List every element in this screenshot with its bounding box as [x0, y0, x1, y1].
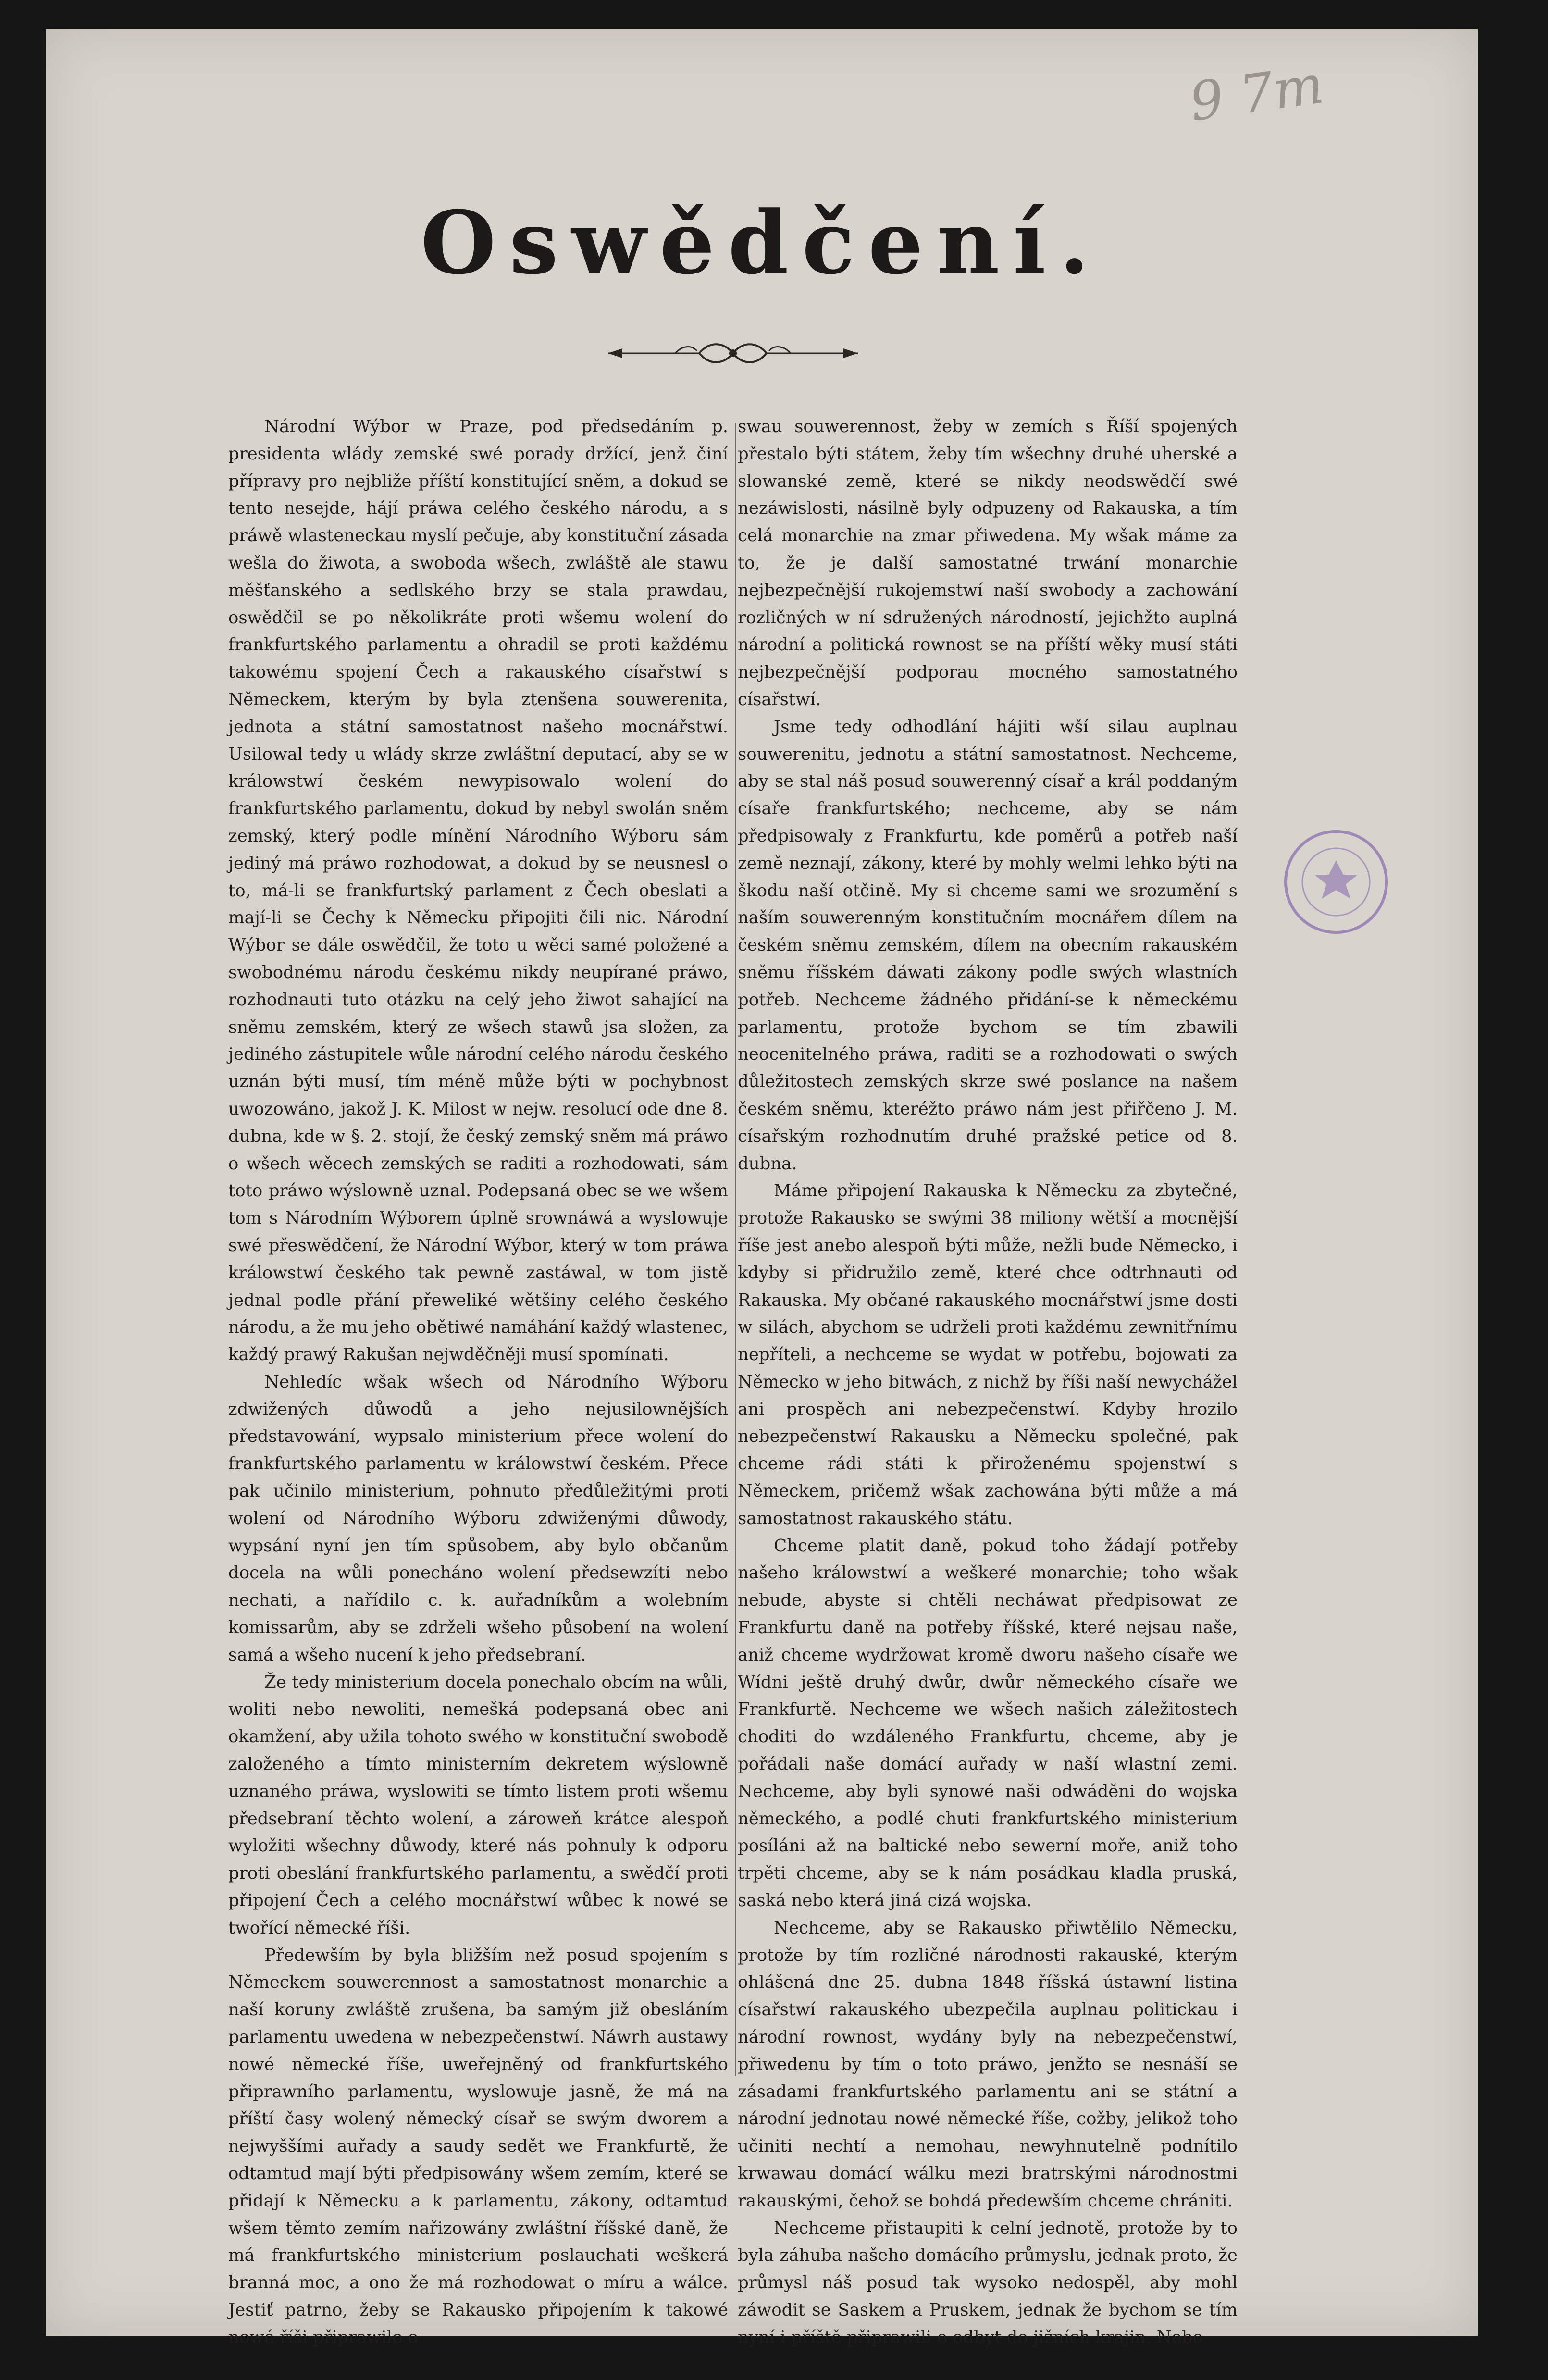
- paragraph: Jsme tedy odhodlání hájiti wší silau auplnau souwerenitu, jednotu a státní samostatnost. Nechceme, aby se stal náš posud souwerenný císař a král poddaným císaře frankfurtského; nechceme, aby se nám předpisowaly z Frankfurtu, kde poměrů a potřeb naší země neznají, zákony, které by mohly welmi lehko býti na škodu naší otčině. My si chceme sami we srozumění s naším souwerenným konstitučním mocnářem dílem na českém sněmu zemském, dílem na obecním rakauském sněmu říšském dáwati zákony podle swých wlastních potřeb. Nechceme žádného přidání-se k německému parlamentu, protože bychom se tím zbawili neocenitelného práwa, raditi se a rozhodowati o swých důležitostech zemských skrze swé poslance na našem českém sněmu, kteréžto práwo nám jest přiřčeno J. M. císařským rozhodnutím druhé pražské petice od 8. dubna.: [738, 717, 1238, 1174]
- document-title: Oswědčení.: [421, 192, 1103, 294]
- paragraph: Že tedy ministerium docela ponechalo obcím na wůli, woliti nebo newoliti, nemešká podepsaná obec ani okamžení, aby užila tohoto swého w konstituční swobodě založeného a tímto ministerním dekretem wýslowně uznaného práwa, wyslowiti se tímto listem proti wšemu předsebraní těchto wolení, a zároweň krátce alespoň wyložiti wšechny důwody, které nás pohnuly k odporu proti obeslání frankfurtského parlamentu, a swědčí proti připojení Čech a celého mocnářstwí wůbec k nowé se twořící německé říši.: [228, 1672, 728, 1938]
- paragraph: Nechceme přistaupiti k celní jednotě, protože by to byla záhuba našeho domácího průmyslu, jednak proto, že průmysl náš posud tak wysoko nedospěl, aby mohl záwodit se Saskem a Pruskem, jednak že bychom se tím nyní i příště připrawili o odbyt do jižních krajin. Nebo: [738, 2218, 1238, 2347]
- paragraph: Chceme platit daně, pokud toho žádají potřeby našeho králowstwí a weškeré monarchie; toho wšak nebude, abyste si chtěli necháwat předpisowat ze Frankfurtu daně na potřeby říšské, které nejsau naše, aniž chceme wydržowat kromě dworu našeho císaře we Wídni ještě druhý dwůr, dwůr německého císaře we Frankfurtě. Nechceme we wšech našich záležitostech choditi do wzdáleného Frankfurtu, chceme, aby je pořádali naše domácí auřady w naší wlastní zemi. Nechceme, aby byli synowé naši odwáděni do wojska německého, a podlé chuti frankfurtského ministerium posíláni až na baltické nebo sewerní moře, aniž toho trpěti chceme, aby se k nám posádkau kladla pruská, saská nebo která jiná cizá wojska.: [738, 1536, 1238, 1911]
- pencil-annotation: 9 7m: [1186, 53, 1327, 133]
- paragraph: Nehledíc wšak wšech od Národního Wýboru zdwižených důwodů a jeho nejusilownějších představowání, wypsalo ministerium přece wolení do frankfurtského parlamentu w králowstwí českém. Přece pak učinilo ministerium, pohnuto předůležitými proti wolení od Národního Wýboru zdwiženými důwody, wypsání nyní jen tím spůsobem, aby bylo občanům docela na wůli ponecháno wolení předsewzíti nebo nechati, a nařídilo c. k. auřadníkům a wolebním komissarům, aby se zdrželi wšeho působení na wolení samá a wšeho nucení k jeho předsebraní.: [228, 1372, 728, 1665]
- column-divider: [735, 423, 736, 2076]
- library-stamp-icon: [1281, 827, 1391, 937]
- paragraph: Předewším by byla bližším než posud spojením s Německem souwerennost a samostatnost monarchie a naší koruny zwláště zrušena, ba samým již obesláním parlamentu uwedena w nebezpečenstwí. Náwrh austawy nowé německé říše, uweřejněný od frankfurtského připrawního parlamentu, wyslowuje jasně, že má na příští časy wolený německý císař se swým dworem a nejwyššími auřady a saudy sedět we Frankfurtě, že odtamtud mají býti předpisowány wšem zemím, které se přidají k Německu a k parlamentu, zákony, odtamtud wšem těmto zemím nařizowány zwláštní říšské daně, že má frankfurtského ministerium poslauchati weškerá branná moc, a ono že má rozhodowat o míru a wálce. Jestiť patrno, žeby se Rakausko připojením k takowé nowé říši připrawilo o: [228, 1945, 728, 2347]
- left-text-column: [228, 413, 728, 2352]
- right-text-column: [738, 413, 1238, 2352]
- ornament-divider-icon: [603, 336, 863, 370]
- paragraph: Máme připojení Rakauska k Německu za zbytečné, protože Rakausko se swými 38 miliony wětší a mocnější říše jest anebo alespoň býti může, nežli bude Německo, i kdyby si přidružilo země, které chce odtrhnauti od Rakauska. My občané rakauského mocnářstwí jsme dosti w silách, abychom se udrželi proti každému zewnitřnímu nepříteli, a nechceme se wydat w potřebu, bojowati za Německo w jeho bitwách, z nichž by říši naší newychážel ani prospěch ani nebezpečenstwí. Kdyby hrozilo nebezpečenstwí Rakausku a Německu společné, pak chceme rádi státi k přiroženému spojenstwí s Německem, pričemž wšak zachowána býti může a má samostatnost rakauského státu.: [738, 1181, 1238, 1528]
- paragraph: Nechceme, aby se Rakausko přiwtělilo Německu, protože by tím rozličné národnosti rakauské, kterým ohlášená dne 25. dubna 1848 říšská ústawní listina císařstwí rakauského ubezpečila auplnau politickau i národní rownost, wydány byly na nebezpečenstwí, přiwedenu by tím o toto práwo, jenžto se nesnáší se zásadami frankfurtského parlamentu ani se státní a národní jednotau nowé německé říše, cožby, jelikož toho učiniti nechtí a nemohau, newyhnutelně podnítilo krwawau domácí wálku mezi bratrskými národnostmi rakauskými, čehož se bohdá předewším chceme chrániti.: [738, 1918, 1238, 2211]
- paragraph: Národní Wýbor w Praze, pod předsedáním p. presidenta wlády zemské swé porady držící, jenž činí přípravy pro nejbliže příští konstitující sněm, a dokud se tento nesejde, hájí práwa celého českého národu, a s práwě wlasteneckau myslí pečuje, aby konstituční zásada wešla do žiwota, a swoboda wšech, zwláště ale stawu měšťanského a sedlského brzy se stala prawdau, oswědčil se po několikráte proti wšemu wolení do frankfurtského parlamentu a ohradil se proti každému takowému spojení Čech a rakauského císařstwí s Německem, kterým by byla ztenšena souwerenita, jednota a státní samostatnost našeho mocnářstwí. Usilowal tedy u wlády skrze zwláštní deputací, aby se w králowstwí českém newypisowalo wolení do frankfurtského parlamentu, dokud by nebyl swolán sněm zemský, který podle mínění Národního Wýboru sám jediný má práwo rozhodowat, a dokud by se neusnesl o to, má-li se frankfurtský parlament z Čech obeslati a mají-li se Čechy k Německu připojiti čili nic. Národní Wýbor se dále oswědčil, že toto u wěci samé položené a swobodnému národu českému nikdy neupírané práwo, rozhodnauti tuto otázku na celý jeho žiwot sahající na sněmu zemském, který ze wšech stawů jsa složen, za jediného zástupitele wůle národní celého národu českého uznán býti musí, tím méně může býti w pochybnost uwozowáno, jakož J. K. Milost w nejw. resolucí ode dne 8. dubna, kde w §. 2. stojí, že český zemský sněm má práwo o wšech wěcech zemských se raditi a rozhodowati, sám toto práwo wýslowně uznal. Podepsaná obec se we wšem tom s Národním Wýborem úplně srownáwá a wyslowuje swé přeswědčení, že Národní Wýbor, který w tom práwa králowstwí českého tak pewně zastáwal, w tom jistě jednal podle přání přeweliké wětšiny celého českého národu, a že mu jeho obětiwé namáhání každý wlastenec, každý prawý Rakušan nejwděčněji musí spomínati.: [228, 417, 728, 1365]
- document-page: [46, 29, 1478, 2347]
- paragraph: swau souwerennost, žeby w zemích s Říší spojených přestalo býti státem, žeby tím wšechny druhé uherské a slowanské země, které se nikdy neodswědčí swé nezáwislosti, násilně byly odpuzeny od Rakauska, a tím celá monarchie na zmar přiwedena. My wšak máme za to, že je další samostatné trwání monarchie nejbezpečnější rukojemstwí naší swobody a zachowání rozličných w ní sdružených národností, jejichžto auplná národní a politická rownost se na příští wěky musí státi nejbezpečnější podporau mocného samostatného císařstwí.: [738, 417, 1238, 709]
